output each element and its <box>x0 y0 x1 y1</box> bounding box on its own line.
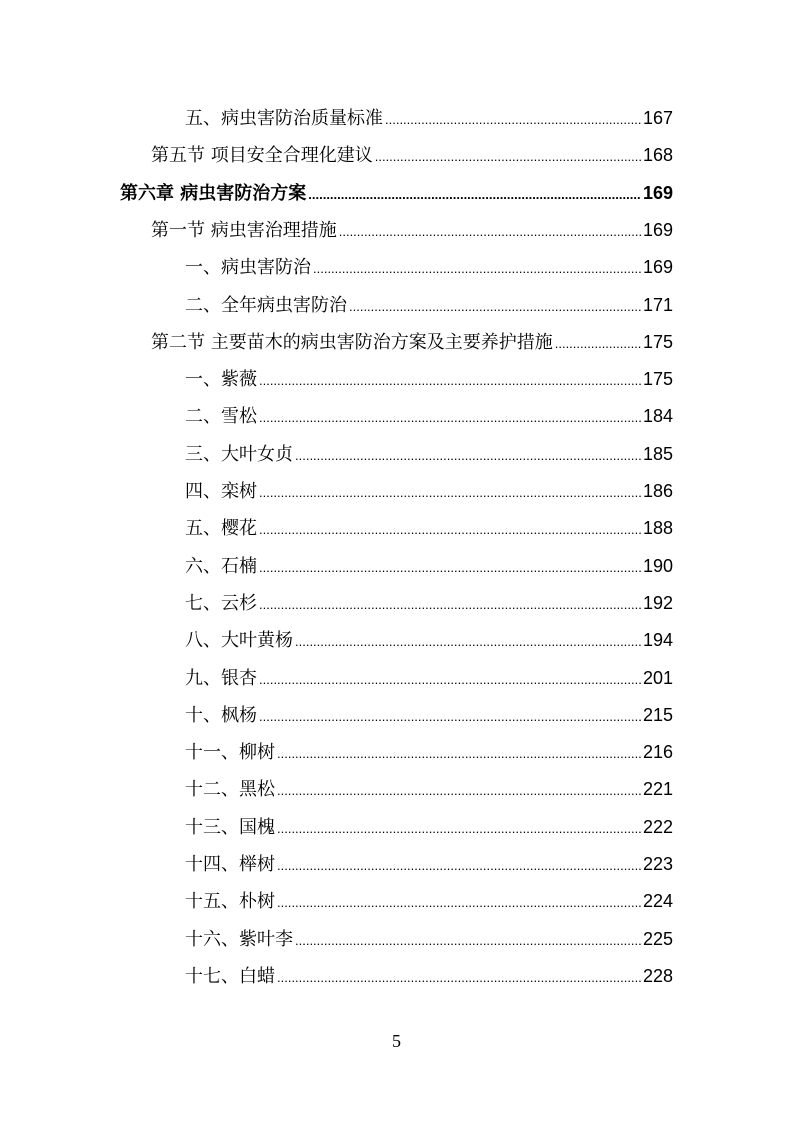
toc-entry-item[interactable] <box>185 622 673 659</box>
toc-entry-title: 二、全年病虫害防治 <box>185 294 347 316</box>
toc-entry-section[interactable] <box>151 212 673 249</box>
toc-entry-item[interactable] <box>185 548 673 585</box>
toc-entry-page: 225 <box>642 928 673 949</box>
toc-entry-title: 一、紫薇 <box>185 369 257 391</box>
toc-entry-page: 169 <box>642 182 673 203</box>
toc-entry-item[interactable] <box>185 921 673 958</box>
toc-dot-leader <box>349 288 641 325</box>
toc-entry-title: 六、石楠 <box>185 555 257 577</box>
toc-entry-item[interactable] <box>185 697 673 734</box>
toc-dot-leader <box>277 959 641 996</box>
toc-dot-leader <box>259 511 641 548</box>
toc-entry-item[interactable] <box>185 510 673 547</box>
toc-entry-title: 十五、朴树 <box>185 891 275 913</box>
toc-entry-page: 175 <box>642 331 673 352</box>
toc-entry-page: 194 <box>642 630 673 651</box>
toc-entry-item[interactable] <box>185 249 673 286</box>
toc-entry-title: 十一、柳树 <box>185 742 275 764</box>
toc-dot-leader <box>555 325 641 362</box>
toc-entry-page: 216 <box>642 742 673 763</box>
toc-dot-leader <box>385 101 641 138</box>
toc-entry-item[interactable] <box>185 398 673 435</box>
toc-entry-item[interactable] <box>185 473 673 510</box>
toc-entry-page: 201 <box>642 667 673 688</box>
toc-entry-page: 168 <box>642 145 673 166</box>
toc-entry-title: 二、雪松 <box>185 406 257 428</box>
toc-entry-title: 十、枫杨 <box>185 704 257 726</box>
toc-entry-page: 169 <box>642 257 673 278</box>
toc-entry-title: 七、云杉 <box>185 592 257 614</box>
toc-entry-title: 十四、榉树 <box>185 854 275 875</box>
toc-entry-title: 三、大叶女贞 <box>185 443 293 465</box>
toc-dot-leader <box>308 176 641 213</box>
toc-entry-page: 186 <box>642 481 673 501</box>
toc-entry-item[interactable] <box>185 361 673 398</box>
page-number: 5 <box>392 1031 401 1051</box>
toc-entry-item[interactable] <box>185 660 673 697</box>
toc-entry-item[interactable] <box>185 100 673 137</box>
toc-dot-leader <box>339 213 641 250</box>
toc-entry-section[interactable] <box>151 324 673 361</box>
toc-dot-leader <box>259 399 641 436</box>
toc-entry-title: 九、银杏 <box>185 667 257 689</box>
toc-entry-item[interactable] <box>185 958 673 995</box>
toc-entry-title: 五、病虫害防治质量标准 <box>185 108 383 129</box>
toc-entry-page: 223 <box>642 854 673 874</box>
toc-entry-page: 175 <box>642 369 673 390</box>
toc-entry-title: 四、栾树 <box>185 481 257 502</box>
toc-dot-leader <box>259 661 641 698</box>
toc-dot-leader <box>295 922 641 959</box>
toc-entry-item[interactable] <box>185 436 673 473</box>
toc-entry-item[interactable] <box>185 883 673 920</box>
toc-entry-title: 第二节 主要苗木的病虫害防治方案及主要养护措施 <box>151 331 553 353</box>
toc-entry-page: 167 <box>642 108 673 128</box>
toc-dot-leader <box>375 138 641 175</box>
toc-dot-leader <box>277 735 641 772</box>
toc-entry-page: 221 <box>642 779 673 800</box>
toc-entry-page: 224 <box>642 891 673 912</box>
toc-entry-item[interactable] <box>185 846 673 883</box>
toc-entry-page: 188 <box>642 518 673 539</box>
toc-entry-item[interactable] <box>185 585 673 622</box>
toc-entry-chapter[interactable] <box>120 175 673 212</box>
toc-entry-item[interactable] <box>185 771 673 808</box>
toc-entry-title: 十六、紫叶李 <box>185 928 293 950</box>
toc-entry-page: 171 <box>642 294 673 315</box>
toc-dot-leader <box>295 437 641 474</box>
toc-entry-title: 十七、白蜡 <box>185 965 275 987</box>
toc-entry-page: 222 <box>642 816 673 837</box>
toc-dot-leader <box>277 847 641 884</box>
toc-entry-page: 215 <box>642 704 673 725</box>
toc-dot-leader <box>313 250 641 287</box>
toc-entry-page: 185 <box>642 443 673 464</box>
toc-dot-leader <box>277 772 641 809</box>
toc-entry-title: 第六章 病虫害防治方案 <box>120 182 307 204</box>
toc-dot-leader <box>259 549 641 586</box>
toc-entry-page: 184 <box>642 406 673 427</box>
toc-dot-leader <box>259 698 641 735</box>
toc-entry-title: 第一节 病虫害治理措施 <box>151 219 337 241</box>
toc-dot-leader <box>295 623 641 660</box>
toc-entry-title: 十三、国槐 <box>185 816 275 838</box>
toc-entry-title: 第五节 项目安全合理化建议 <box>151 145 373 167</box>
toc-entry-section[interactable] <box>151 137 673 174</box>
toc-entry-item[interactable] <box>185 734 673 771</box>
toc-entry-page: 192 <box>642 592 673 613</box>
toc-entry-title: 十二、黑松 <box>185 779 275 801</box>
toc-entry-page: 190 <box>642 555 673 576</box>
toc-entry-title: 八、大叶黄杨 <box>185 630 293 652</box>
toc-dot-leader <box>259 586 641 623</box>
toc-dot-leader <box>277 884 641 921</box>
toc-entry-page: 169 <box>642 219 673 240</box>
toc-entry-title: 五、樱花 <box>185 518 257 540</box>
toc-dot-leader <box>259 474 641 511</box>
toc-entry-item[interactable] <box>185 809 673 846</box>
toc-entry-item[interactable] <box>185 287 673 324</box>
toc-entry-page: 228 <box>642 965 673 986</box>
toc-dot-leader <box>277 810 641 847</box>
toc-dot-leader <box>259 362 641 399</box>
toc-entry-title: 一、病虫害防治 <box>185 257 311 279</box>
